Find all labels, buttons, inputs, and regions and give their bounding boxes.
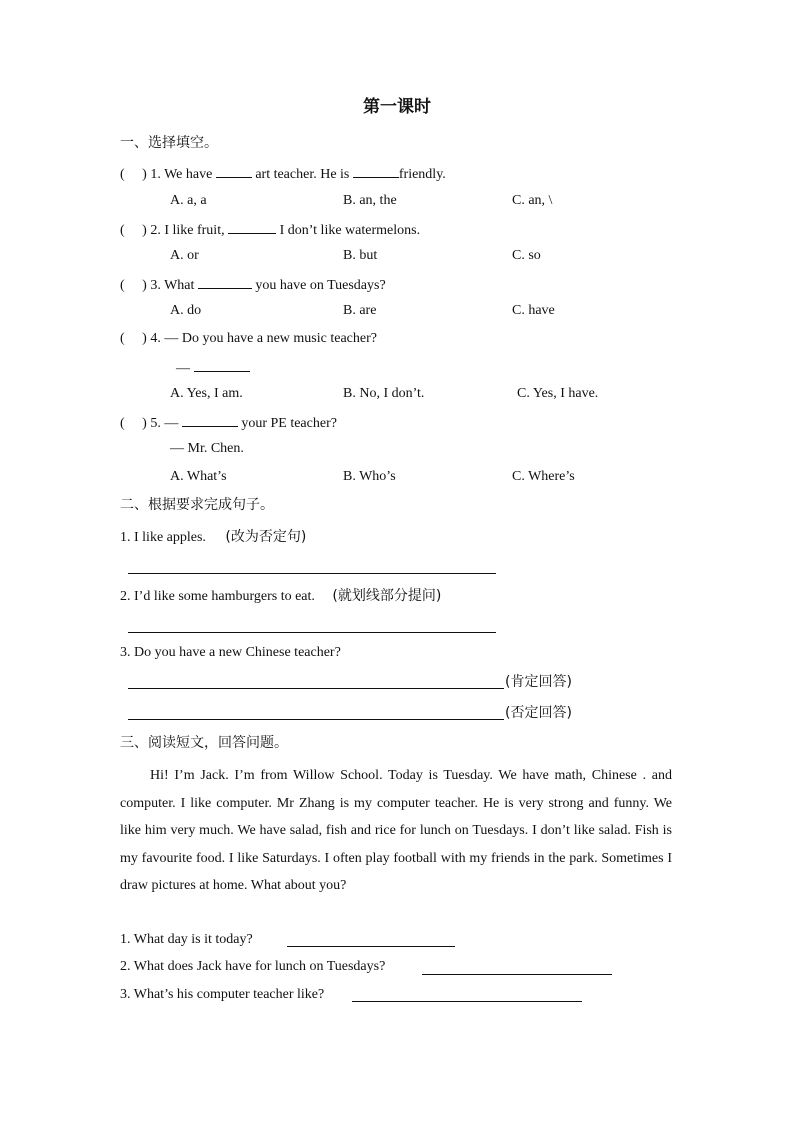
option-b[interactable]: B. but [343,248,378,263]
option-a[interactable]: A. or [170,248,199,263]
question-5: ( ) 5. — your PE teacher? [120,413,337,433]
option-b[interactable]: B. are [343,303,377,318]
reading-passage: Hi! I’m Jack. I’m from Willow School. Today is Tuesday. We have math, Chinese . and computer. I like computer. Mr Zhang is my computer teacher. He is very strong and funny. We like him very much. We have salad, fish and rice for lunch on Tuesdays. I don’t like salad. Fish is my favourite food. I like Saturdays. I often play football with my friends in the park. Sometimes I draw pictures at home. What about you? [120,768,672,894]
section1-heading: 一、选择填空。 [120,135,218,151]
reading-question-3: 3. What’s his computer teacher like? [120,987,325,1002]
question-4: ( ) 4. — Do you have a new music teacher? [120,331,377,346]
blank[interactable] [228,220,276,234]
answer-paren[interactable]: ( ) [120,416,147,431]
question-3: ( ) 3. What you have on Tuesdays? [120,275,386,295]
option-c[interactable]: C. an, \ [512,193,553,208]
option-c[interactable]: C. Where’s [512,469,575,484]
option-b[interactable]: B. No, I don’t. [343,386,425,401]
option-c[interactable]: C. Yes, I have. [517,386,599,401]
sentence-task-1: 1. I like apples. (改为否定句) [120,529,307,545]
answer-line[interactable] [128,719,504,720]
blank[interactable] [198,275,252,289]
section2-heading: 二、根据要求完成句子。 [120,497,274,513]
blank[interactable] [194,358,250,372]
question-2: ( ) 2. I like fruit, I don’t like watermelons. [120,220,420,240]
page-title: 第一课时 [363,97,431,117]
answer-line[interactable] [422,974,612,975]
option-a[interactable]: A. a, a [170,193,207,208]
option-a[interactable]: A. Yes, I am. [170,386,243,401]
answer-line[interactable] [287,946,455,947]
option-b[interactable]: B. Who’s [343,469,396,484]
blank[interactable] [216,164,252,178]
option-a[interactable]: A. What’s [170,469,227,484]
question-1: ( ) 1. We have art teacher. He is friendly. [120,164,446,184]
answer-line[interactable] [352,1001,582,1002]
option-b[interactable]: B. an, the [343,193,397,208]
reading-question-1: 1. What day is it today? [120,932,253,947]
question-4-reply: — [176,358,250,378]
answer-line[interactable] [128,688,504,689]
question-5-reply: — Mr. Chen. [170,441,244,456]
sentence-task-3: 3. Do you have a new Chinese teacher? [120,645,341,660]
answer-paren[interactable]: ( ) [120,278,147,293]
blank[interactable] [353,164,399,178]
answer-paren[interactable]: ( ) [120,331,147,346]
blank[interactable] [182,413,238,427]
answer-line[interactable] [128,632,496,633]
affirmative-answer-label: (肯定回答) [505,674,572,690]
section3-heading: 三、阅读短文，回答问题。 [120,735,288,751]
reading-question-2: 2. What does Jack have for lunch on Tuesdays? [120,959,386,974]
negative-answer-label: (否定回答) [505,705,572,721]
option-a[interactable]: A. do [170,303,202,318]
option-c[interactable]: C. so [512,248,541,263]
sentence-task-2: 2. I’d like some hamburgers to eat. (就划线部分提问) [120,588,442,604]
option-c[interactable]: C. have [512,303,555,318]
answer-paren[interactable]: ( ) [120,223,147,238]
answer-line[interactable] [128,573,496,574]
answer-paren[interactable]: ( ) [120,167,147,182]
